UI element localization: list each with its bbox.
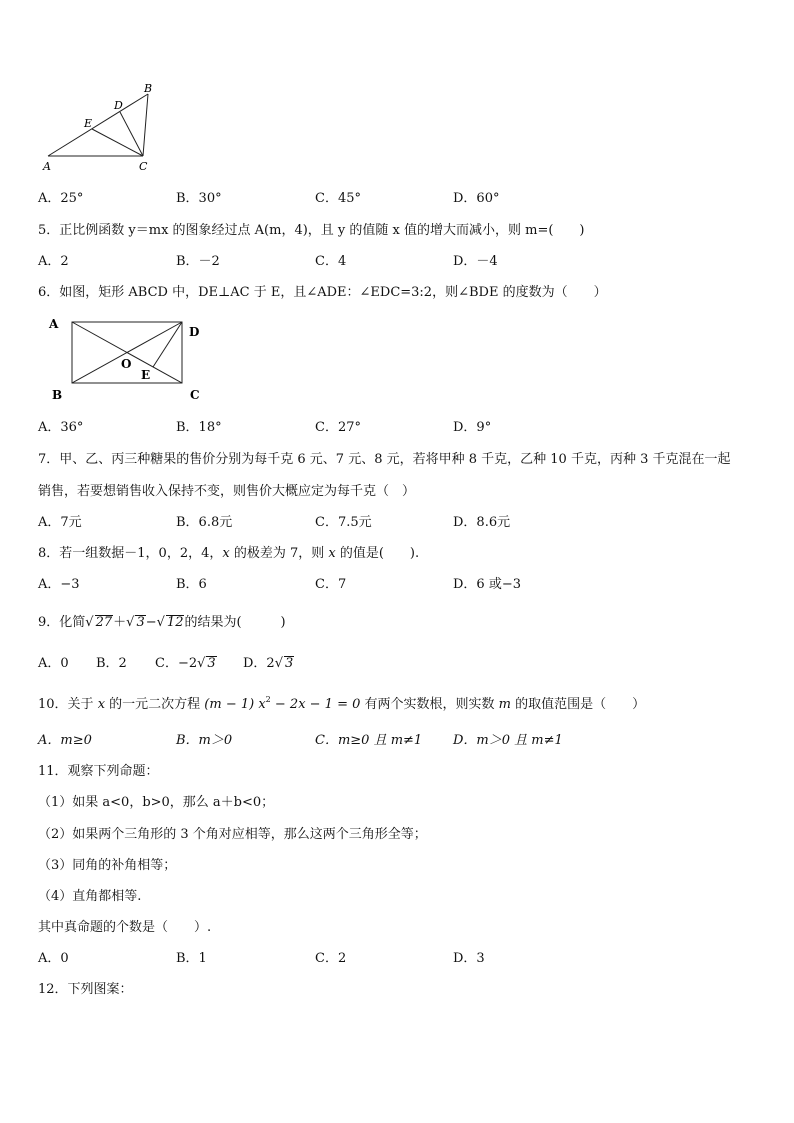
q10-suffix-a: 有两个实数根，则实数 — [360, 697, 499, 712]
rectangle-figure — [40, 312, 215, 404]
q4-option-c: C．45° — [315, 191, 361, 206]
triangle-figure — [40, 80, 170, 175]
q8-var: x — [222, 546, 230, 561]
q9-option-c-pre: C．−2 — [155, 656, 198, 671]
q6-text: 6．如图，矩形 ABCD 中，DE⊥AC 于 E，且∠ADE：∠EDC=3:2，则∠BDE 的度数为（ ） — [38, 285, 607, 300]
q5-option-d: D．－4 — [453, 254, 498, 269]
q10-option-c: C．m≥0 且 m≠1 — [315, 733, 423, 748]
q5-option-a: A．2 — [38, 254, 69, 269]
q7-text-line1: 7．甲、乙、丙三种糖果的售价分别为每千克 6 元、7 元、8 元，若将甲种 8 千克，乙种 10 千克，丙种 3 千克混在一起 — [38, 452, 731, 467]
label-a: A — [43, 160, 51, 173]
q11-option-d: D．3 — [453, 951, 485, 966]
q6-option-b: B．18° — [176, 420, 222, 435]
rect-label-d: D — [189, 325, 200, 339]
q9-option-c: C．−2√ 3 — [155, 656, 216, 671]
q10-suffix-b: 的取值范围是（ ） — [510, 697, 646, 712]
q11-option-b: B．1 — [176, 951, 207, 966]
q5-option-b: B．－2 — [176, 254, 220, 269]
q7-option-b: B．6.8元 — [176, 515, 233, 530]
q4-option-a: A．25° — [38, 191, 84, 206]
q10-equation-a: (m − 1) x — [204, 697, 266, 712]
q9-plus: ＋ — [113, 615, 127, 630]
q7-option-c: C．7.5元 — [315, 515, 372, 530]
q8-text-mid: 的极差为 7，则 — [229, 546, 329, 561]
q9-radicand-3: 12 — [166, 615, 184, 630]
q5-option-c: C．4 — [315, 254, 347, 269]
q11-option-c: C．2 — [315, 951, 347, 966]
q9-option-d: D．2√ 3 — [243, 656, 294, 671]
label-b: B — [144, 82, 153, 95]
q8-option-c: C．7 — [315, 577, 347, 592]
q10-exponent: 2 — [265, 695, 271, 704]
q11-item-4: （4）直角都相等. — [38, 889, 142, 904]
q10-text — [38, 693, 645, 712]
q7-text-line2: 销售，若要想销售收入保持不变，则售价大概应定为每千克（ ） — [38, 484, 416, 499]
q9-option-d-radicand: 3 — [285, 656, 294, 671]
rect-label-o: O — [121, 357, 132, 371]
label-d: D — [114, 99, 123, 112]
q9-option-d-pre: D．2 — [243, 656, 275, 671]
q11-question: 其中真命题的个数是（ ）. — [38, 920, 212, 935]
q8-var: x — [328, 546, 336, 561]
q10-m: m — [498, 697, 511, 712]
q4-option-d: D．60° — [453, 191, 500, 206]
q11-option-a: A．0 — [38, 951, 69, 966]
q9-radicand-1: 27 — [95, 615, 113, 630]
q8-option-a: A．−3 — [38, 577, 80, 592]
q6-option-d: D．9° — [453, 420, 492, 435]
q11-intro: 11．观察下列命题： — [38, 764, 159, 779]
q6-option-a: A．36° — [38, 420, 84, 435]
rect-label-a: A — [49, 317, 59, 331]
q8-text — [38, 542, 419, 561]
q9-prefix: 9．化简 — [38, 615, 86, 630]
q9-option-a: A．0 — [38, 656, 69, 671]
q8-text-pre: 8．若一组数据－1，0，2，4， — [38, 546, 223, 561]
q11-item-2: （2）如果两个三角形的 3 个角对应相等，那么这两个三角形全等； — [38, 827, 427, 842]
q9-option-c-radicand: 3 — [207, 656, 216, 671]
q7-option-d: D．8.6元 — [453, 515, 511, 530]
q11-item-3: （3）同角的补角相等； — [38, 858, 177, 873]
q10-option-d: D．m＞0 且 m≠1 — [453, 733, 563, 748]
q9-text: 9．化简√ 27＋√ 3−√ 12的结果为( ) — [38, 615, 286, 630]
q9-option-b: B．2 — [96, 656, 127, 671]
label-e: E — [84, 117, 93, 130]
q10-option-a: A．m≥0 — [38, 733, 92, 748]
q10-option-b: B．m＞0 — [176, 733, 233, 748]
q9-radicand-2: 3 — [136, 615, 145, 630]
q10-x: x — [97, 697, 106, 712]
q8-text-post: 的值是( ). — [335, 546, 420, 561]
q8-option-d: D．6 或−3 — [453, 577, 521, 592]
q5-text: 5．正比例函数 y＝mx 的图象经过点 A(m，4)，且 y 的值随 x 值的增大而减小，则 m=( ) — [38, 223, 585, 238]
q10-prefix: 10．关于 — [38, 697, 98, 712]
q7-option-a: A．7元 — [38, 515, 82, 530]
q11-item-1: （1）如果 a<0，b>0，那么 a＋b<0； — [38, 795, 275, 810]
rect-label-b: B — [52, 388, 63, 402]
q9-minus: − — [145, 615, 157, 630]
q9-suffix: 的结果为( ) — [184, 615, 286, 630]
rect-label-e: E — [141, 368, 151, 382]
rect-label-c: C — [190, 388, 200, 402]
q10-mid: 的一元二次方程 — [105, 697, 205, 712]
q6-option-c: C．27° — [315, 420, 361, 435]
q8-option-b: B．6 — [176, 577, 207, 592]
q12-intro: 12．下列图案： — [38, 982, 133, 997]
q10-equation-b: − 2x − 1 = 0 — [270, 697, 361, 712]
q4-option-b: B．30° — [176, 191, 222, 206]
label-c: C — [139, 160, 148, 173]
